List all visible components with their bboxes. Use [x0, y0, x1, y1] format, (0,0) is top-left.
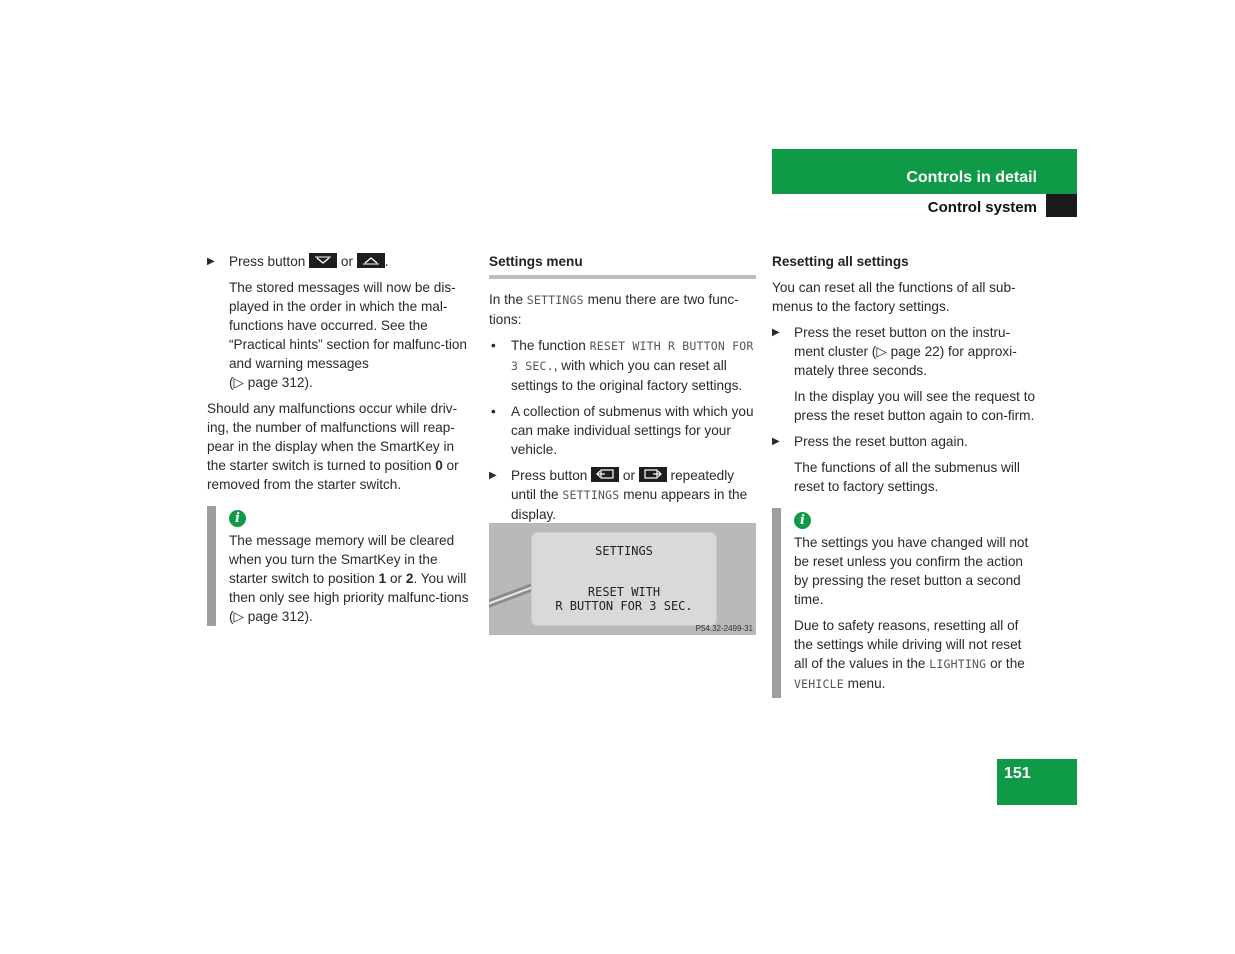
settings-menu-heading: Settings menu: [489, 254, 583, 269]
column-1: [207, 252, 473, 626]
column-3: [772, 252, 1038, 698]
info-bar: [772, 508, 781, 698]
bullet-submenus: • A collection of submenus with which you can make individual settings for your vehicle.: [491, 404, 754, 457]
step-press-reset: ▶ Press the reset button on the instru-ment cluster (▷ page 22) for approxi-mately three seconds.: [772, 325, 1017, 378]
page-number: 151: [1004, 765, 1031, 782]
step-press-button-settings: ▶ Press button or repeatedly until the SETTINGS menu appears in the display.: [489, 468, 748, 522]
display-line-3: R BUTTON FOR 3 SEC.: [555, 599, 693, 613]
info-icon: i: [229, 510, 246, 527]
heading-rule: [489, 275, 756, 279]
scroll-up-button-icon: [357, 253, 385, 268]
page-reference: (▷ page 312).: [229, 375, 313, 390]
subsection-title: Control system: [927, 199, 1037, 216]
step-arrow-icon: ▶: [772, 436, 780, 447]
step-arrow-icon: ▶: [772, 327, 780, 338]
info-text: The message memory will be cleared when you turn the SmartKey in the starter switch to position 1 or 2. You will then only see high priority malfunc-tions (▷ page 312).: [229, 533, 469, 624]
display-line-2: RESET WITH: [587, 585, 661, 599]
info-text-1: The settings you have changed will not be reset unless you confirm the action by pressing the reset button a second time.: [794, 535, 1029, 607]
header-dark-block: [1046, 194, 1077, 217]
info-bar: [207, 506, 216, 626]
section-title: Controls in detail: [906, 169, 1037, 186]
lcd-screen: [531, 532, 717, 626]
step1-result: In the display you will see the request to press the reset button again to con-firm.: [794, 389, 1036, 423]
malfunction-paragraph: Should any malfunctions occur while driv-ing, the number of malfunctions will reap-pear in the display when the SmartKey in the starter switch is turned to position 0 or removed from the starter switch.: [207, 401, 459, 492]
step2-result: The functions of all the submenus will reset to factory settings.: [794, 460, 1020, 494]
bullet-reset-function: • The function RESET WITH R BUTTON FOR 3 SEC., with which you can reset all settings to the original factory settings.: [491, 338, 754, 393]
reset-intro: You can reset all the functions of all sub-menus to the factory settings.: [772, 280, 1016, 314]
instrument-display-figure: [489, 523, 756, 635]
step-press-button: ▶ Press button or .: [207, 254, 389, 269]
step-arrow-icon: ▶: [207, 256, 215, 267]
column-2: [489, 252, 756, 524]
subsection-title-bar: [772, 196, 1046, 218]
step-arrow-icon: ▶: [489, 470, 497, 481]
info-icon: i: [794, 512, 811, 529]
info-text-2: Due to safety reasons, resetting all of the settings while driving will not reset all of the values in the LIGHTING or the VEHICLE menu.: [794, 618, 1025, 691]
menu-back-button-icon: [591, 467, 619, 482]
settings-intro: In the SETTINGS menu there are two func-tions:: [489, 292, 739, 327]
menu-forward-button-icon: [639, 467, 667, 482]
bullet-icon: •: [491, 404, 496, 419]
step-result: The stored messages will now be dis-played in the order in which the mal-functions have occurred. See the “Practical hints” section for malfunc-tion and warning messages (▷ page 312).: [229, 280, 467, 390]
display-line-1: SETTINGS: [595, 544, 653, 558]
header-band: [772, 149, 1077, 194]
step-press-reset-again: ▶ Press the reset button again.: [772, 434, 968, 449]
resetting-heading: Resetting all settings: [772, 254, 909, 269]
info-box: [772, 508, 1038, 698]
info-box: [207, 506, 473, 626]
bullet-icon: •: [491, 338, 496, 353]
figure-code: P54.32-2499-31: [695, 624, 753, 633]
page-number-box: [997, 759, 1077, 805]
scroll-down-button-icon: [309, 253, 337, 268]
